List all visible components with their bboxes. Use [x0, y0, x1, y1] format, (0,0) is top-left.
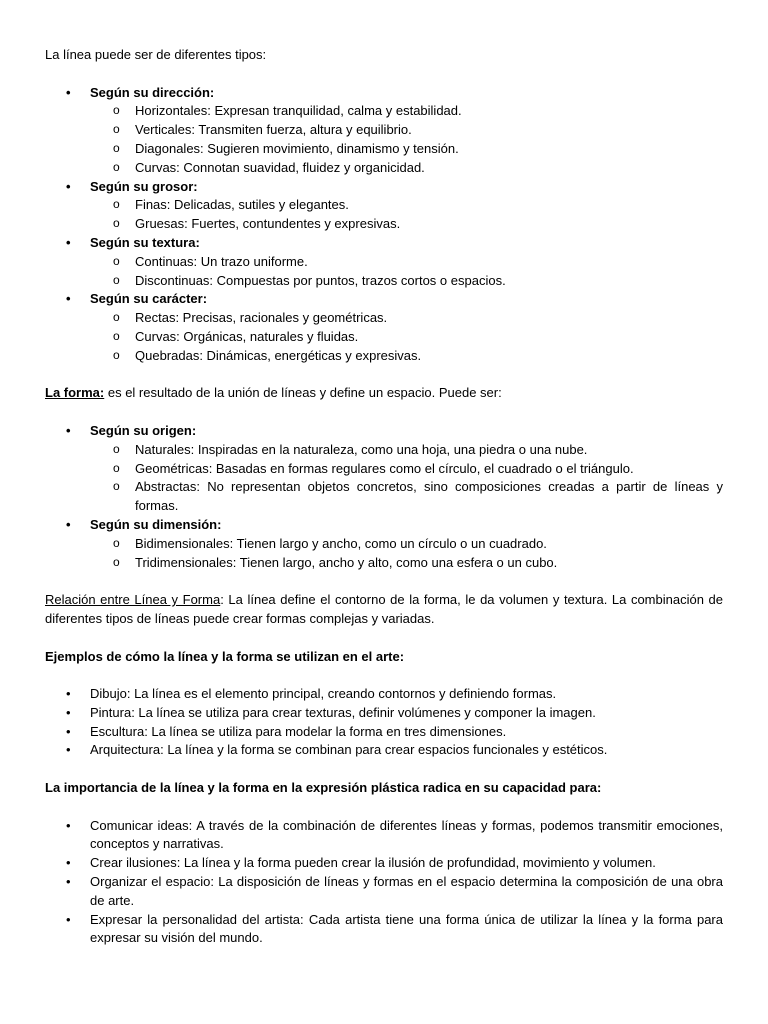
- importancia-list: [45, 817, 723, 949]
- forma-group: [45, 516, 723, 572]
- list-item: o Gruesas: Fuertes, contundentes y expresivas.: [45, 215, 723, 234]
- forma-label: La forma:: [45, 385, 105, 401]
- list-item: o Horizontales: Expresan tranquilidad, calma y estabilidad.: [45, 102, 723, 121]
- intro-paragraph: La línea puede ser de diferentes tipos:: [45, 47, 267, 62]
- linea-group: [45, 178, 723, 234]
- list-item: o Bidimensionales: Tienen largo y ancho, como un círculo o un cuadrado.: [45, 535, 723, 554]
- list-item: o Diagonales: Sugieren movimiento, dinamismo y tensión.: [45, 140, 723, 159]
- list-item: o Abstractas: No representan objetos concretos, sino composiciones creadas a partir de líneas y formas.: [45, 478, 723, 516]
- ejemplos-heading: Ejemplos de cómo la línea y la forma se utilizan en el arte:: [45, 648, 405, 664]
- list-item: • Arquitectura: La línea y la forma se combinan para crear espacios funcionales y estéticos.: [45, 741, 723, 760]
- list-heading: • Según su carácter:: [45, 290, 723, 309]
- list-heading: • Según su grosor:: [45, 178, 723, 197]
- relacion-label: Relación entre Línea y Forma: [45, 592, 221, 608]
- list-item: • Expresar la personalidad del artista: Cada artista tiene una forma única de utilizar la línea y la forma para expresar su visión del mundo.: [45, 911, 723, 949]
- forma-text: es el resultado de la unión de líneas y define un espacio. Puede ser:: [104, 385, 502, 401]
- linea-group: [45, 84, 723, 178]
- linea-types-list: [45, 84, 723, 366]
- list-item: o Tridimensionales: Tienen largo, ancho y alto, como una esfera o un cubo.: [45, 554, 723, 573]
- relacion-colon: :: [220, 592, 224, 608]
- forma-paragraph: [45, 384, 723, 403]
- linea-group: [45, 234, 723, 290]
- list-heading: • Según su dirección:: [45, 84, 723, 103]
- list-item: o Quebradas: Dinámicas, energéticas y expresivas.: [45, 347, 723, 366]
- list-item: • Organizar el espacio: La disposición de líneas y formas en el espacio determina la composición de una obra de arte.: [45, 873, 723, 911]
- list-item: • Pintura: La línea se utiliza para crear texturas, definir volúmenes y componer la imagen.: [45, 704, 723, 723]
- relacion-paragraph: [45, 591, 723, 629]
- list-heading: • Según su textura:: [45, 234, 723, 253]
- linea-group: [45, 290, 723, 365]
- list-heading: • Según su dimensión:: [45, 516, 723, 535]
- list-item: o Curvas: Connotan suavidad, fluidez y organicidad.: [45, 159, 723, 178]
- list-item: o Discontinuas: Compuestas por puntos, trazos cortos o espacios.: [45, 272, 723, 291]
- importancia-heading: La importancia de la línea y la forma en la expresión plástica radica en su capacidad para:: [45, 780, 602, 796]
- list-item: o Naturales: Inspiradas en la naturaleza, como una hoja, una piedra o una nube.: [45, 441, 723, 460]
- forma-types-list: [45, 422, 723, 572]
- list-item: o Curvas: Orgánicas, naturales y fluidas.: [45, 328, 723, 347]
- list-item: • Escultura: La línea se utiliza para modelar la forma en tres dimensiones.: [45, 723, 723, 742]
- list-item: • Comunicar ideas: A través de la combinación de diferentes líneas y formas, podemos transmitir emociones, conceptos y narrativas.: [45, 817, 723, 855]
- ejemplos-list: [45, 685, 723, 760]
- list-item: o Verticales: Transmiten fuerza, altura y equilibrio.: [45, 121, 723, 140]
- list-item: o Finas: Delicadas, sutiles y elegantes.: [45, 196, 723, 215]
- list-item: o Rectas: Precisas, racionales y geométricas.: [45, 309, 723, 328]
- list-item: o Geométricas: Basadas en formas regulares como el círculo, el cuadrado o el triángulo.: [45, 460, 723, 479]
- document-body: [45, 46, 723, 948]
- list-item: o Continuas: Un trazo uniforme.: [45, 253, 723, 272]
- forma-group: [45, 422, 723, 516]
- list-item: • Crear ilusiones: La línea y la forma pueden crear la ilusión de profundidad, movimiento y volumen.: [45, 854, 723, 873]
- list-item: • Dibujo: La línea es el elemento principal, creando contornos y definiendo formas.: [45, 685, 723, 704]
- list-heading: • Según su origen:: [45, 422, 723, 441]
- relacion-text: La línea define el contorno de la forma, le da volumen y textura. La combinación de diferentes tipos de líneas puede crear formas complejas y variadas.: [45, 592, 723, 626]
